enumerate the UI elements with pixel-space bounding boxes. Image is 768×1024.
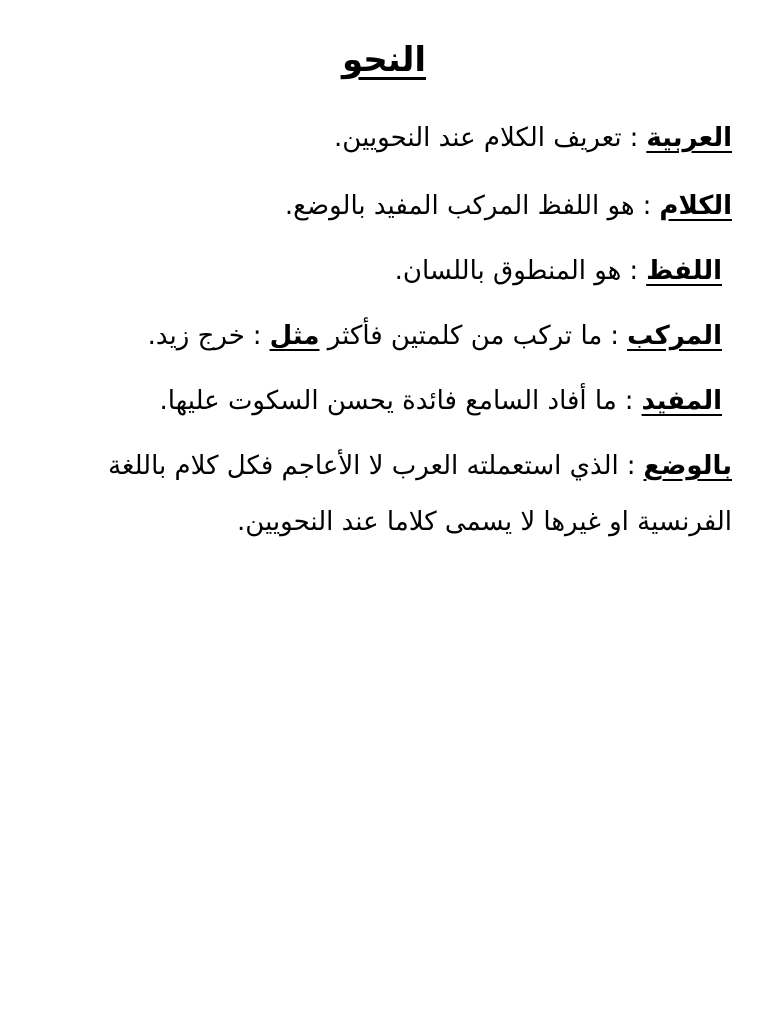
definition-mufid [36,383,722,419]
separator: : [629,256,639,286]
definition-kalam [36,188,732,224]
definition-bilwad [36,438,732,550]
definition-text: ما أفاد السامع فائدة يحسن السكوت عليها. [159,386,617,416]
separator: : [252,321,262,351]
separator: : [642,191,652,221]
term-label: المفيد [641,386,722,416]
term-label: بالوضع [643,451,732,481]
term-label: اللفظ [646,256,722,286]
page-title: النحو [341,40,427,80]
definition-murakkab [36,318,722,354]
definition-text: هو اللفظ المركب المفيد بالوضع. [284,191,635,221]
separator: : [624,386,634,416]
term-label: الكلام [659,191,732,221]
example-text: خرج زيد. [147,321,245,351]
definition-arabic [36,120,732,156]
example-label: مثل [269,321,320,351]
separator: : [629,123,639,153]
definition-text: ما تركب من كلمتين فأكثر [327,321,603,351]
definition-text: الذي استعملته العرب لا الأعاجم فكل كلام باللغة الفرنسية او غيرها لا يسمى كلاما عند النحويين. [108,451,732,537]
definition-text: هو المنطوق باللسان. [394,256,622,286]
term-label: المركب [627,321,722,351]
separator: : [626,451,636,481]
definition-text: تعريف الكلام عند النحويين. [334,123,622,153]
term-label: العربية [646,123,732,153]
separator: : [610,321,620,351]
definition-lafz [36,253,722,289]
